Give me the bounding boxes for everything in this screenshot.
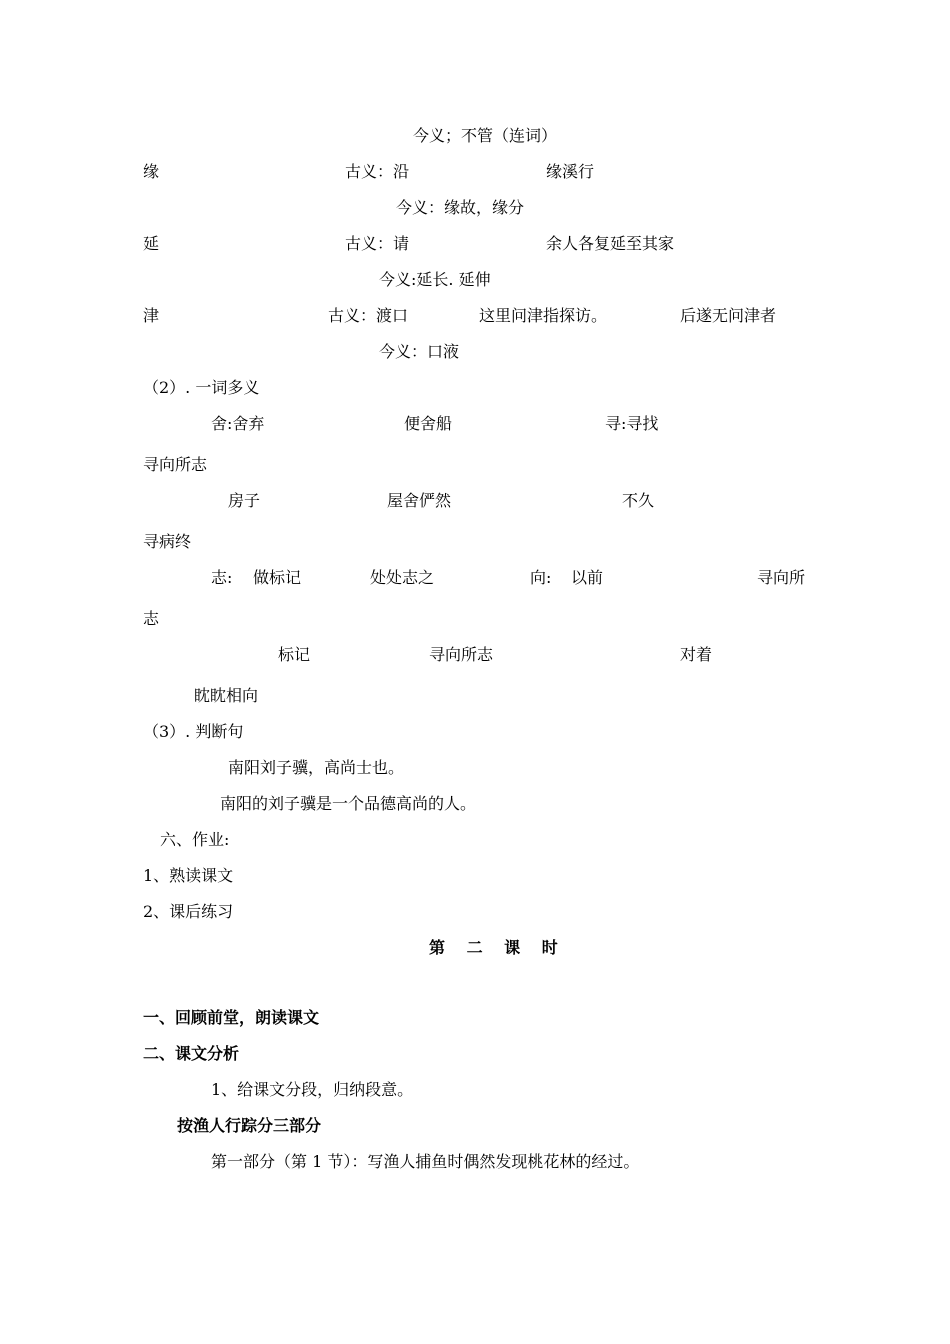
yuan-ancient-meaning: 古义：沿 — [345, 162, 410, 181]
she-meaning-abandon: 舍:舍弃 — [211, 414, 265, 433]
homework-heading: 六、作业: — [160, 830, 230, 849]
xun-example-soon: 寻病终 — [143, 532, 192, 551]
jin-note: 这里问津指探访。 — [479, 306, 608, 325]
jin-modern-meaning: 今义：口液 — [379, 342, 460, 361]
zhi-example-mark: 处处志之 — [370, 568, 435, 587]
homework-item: 2、课后练习 — [143, 902, 234, 921]
yan-example: 余人各复延至其家 — [546, 234, 675, 253]
part-description: 第一部分（第 1 节）：写渔人捕鱼时偶然发现桃花林的经过。 — [211, 1152, 640, 1171]
xun-meaning-soon: 不久 — [622, 491, 655, 510]
vocab-word-jin: 津 — [143, 306, 160, 325]
xiang-example-facing: 眈眈相向 — [194, 686, 259, 705]
section-heading-review: 一、回顾前堂，朗读课文 — [143, 1008, 320, 1027]
yan-modern-meaning: 今义:延长. 延伸 — [379, 270, 491, 289]
yuan-modern-meaning: 今义：缘故，缘分 — [396, 198, 525, 217]
polysemy-heading: （2）. 一词多义 — [143, 378, 260, 397]
analysis-step: 1、给课文分段，归纳段意。 — [211, 1080, 414, 1099]
zhi-example-marker: 寻向所志 — [429, 645, 494, 664]
division-heading: 按渔人行踪分三部分 — [177, 1116, 322, 1135]
yan-ancient-meaning: 古义：请 — [345, 234, 410, 253]
xiang-meaning-facing: 对着 — [680, 645, 713, 664]
xiang-example-before-a: 寻向所 — [757, 568, 806, 587]
zhi-meaning-marker: 标记 — [278, 645, 311, 664]
she-example-abandon: 便舍船 — [404, 414, 453, 433]
ruguo-modern-meaning: 今义；不管（连词） — [413, 126, 558, 145]
xun-example-search: 寻向所志 — [143, 455, 208, 474]
section-heading-analysis: 二、课文分析 — [143, 1044, 240, 1063]
judgment-heading: （3）. 判断句 — [143, 722, 244, 741]
jin-example: 后遂无问津者 — [680, 306, 777, 325]
zhi-meaning-mark: 做标记 — [253, 568, 302, 587]
judgment-sentence: 南阳刘子骥，高尚士也。 — [228, 758, 405, 777]
xiang-meaning-before: 以前 — [571, 568, 604, 587]
yuan-example: 缘溪行 — [546, 162, 595, 181]
zhi-label: 志: — [211, 568, 233, 587]
xun-meaning-search: 寻:寻找 — [605, 414, 659, 433]
vocab-word-yuan: 缘 — [143, 162, 160, 181]
jin-ancient-meaning: 古义：渡口 — [328, 306, 409, 325]
judgment-translation: 南阳的刘子骥是一个品德高尚的人。 — [220, 794, 477, 813]
she-meaning-house: 房子 — [228, 491, 261, 510]
she-example-house: 屋舍俨然 — [387, 491, 452, 510]
lesson-title: 第 二 课 时 — [429, 938, 566, 957]
vocab-word-yan: 延 — [143, 234, 160, 253]
homework-item: 1、熟读课文 — [143, 866, 234, 885]
xiang-example-before-b: 志 — [143, 609, 160, 628]
xiang-label: 向: — [530, 568, 552, 587]
